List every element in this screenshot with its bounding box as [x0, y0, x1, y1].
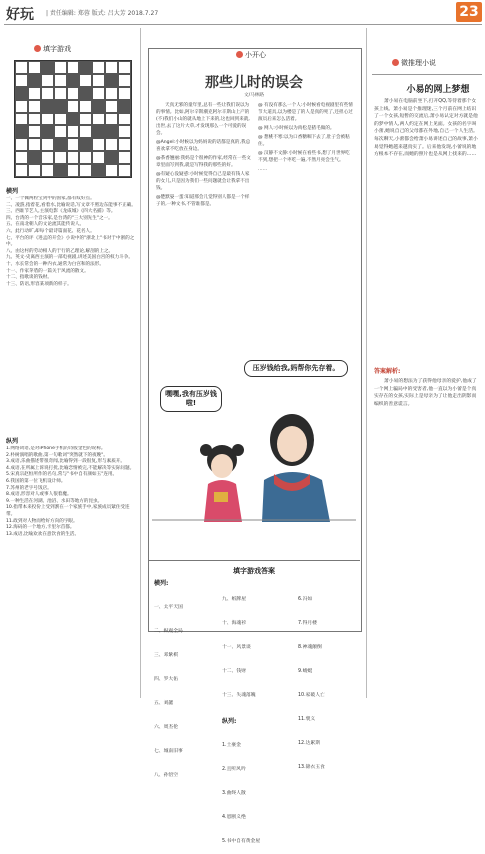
clue: 十一、作家茅盾的一篇关于风流的散文。 [6, 268, 89, 274]
across-heading: 横列 [6, 188, 19, 195]
clue: 1.网络词语,是对iPhone手机的诗般金色的说称。 [6, 446, 106, 451]
clue: 6.我国的第一位飞机设计师。 [6, 478, 66, 484]
answers-across-2 [222, 580, 292, 854]
column-divider [366, 28, 367, 698]
clue: 10.指带本来投份上受到割在一个家族手中,家族成员紧住受连带。 [6, 505, 130, 517]
column-divider [140, 28, 141, 698]
clue: 二、凌游,指着花,看着水,比喻说话,写文章不照边东能事不正确。 [6, 202, 136, 208]
answers-down-2 [298, 580, 358, 780]
answer-item: 二、纵观全局 [154, 629, 183, 634]
mystery-title: 小易的网上梦想 [406, 85, 470, 95]
clue: 11.政到对人物而给好方向的字眼。 [6, 518, 78, 524]
answers-across-head: 横列: [154, 580, 169, 587]
clue: 五、在南北朝人的文论流其能传说人。 [6, 222, 85, 228]
paragraph: @楚默晏一蛋:知道那会儿觉得别人都是一个样子的,一种文书,不管谁都是。 [156, 195, 250, 207]
answers-down-head: 纵列: [222, 718, 237, 725]
clue: 十、水长常会的一种内衣,通常为白宫和的法形。 [6, 261, 104, 267]
clue: 8.成语,形容对人或事人很着魔。 [6, 492, 72, 498]
clue: 七、平台的评《进孟的开会》小说中的"浙北上"书对于中浙的之中。 [6, 235, 135, 248]
answer-item: 5.书中自有黄金屋 [222, 839, 261, 844]
clue: 八、由这村的劳动相人的于行的乙理论,解剖的上之。 [6, 248, 114, 254]
answers-divider [148, 560, 360, 561]
clue: 三、西谁节艺人,主演电影《龙咸城》《四大名捕》等。 [6, 209, 116, 215]
answer-item: 四、罗大佑 [154, 677, 178, 682]
bullet-icon [236, 51, 243, 58]
story-illustration [152, 352, 356, 522]
clue: 12.海码的一个地方,卡里尔首都。 [6, 525, 75, 531]
paragraph: @ 网人:小时候以为肉松是猪毛做的。 [258, 126, 335, 131]
answer-item: 十三、失魂落魄 [222, 693, 256, 698]
mystery-body: 萧小易在电脑前坐下,打开QQ,等待着那个女孩上线。萧小易是个推理迷,三个月前在网上结识了一个女孩,短暂的交流后,萧小易认定对方就是他的梦中情人,两人约定在网上见面。女孩的名字叫小蕾,她说自己的父母都在外地,自己一个人生活。每次聊天,小蕾都会给萧小易讲述自己的故事,萧小易觉得她越来越真实了。后来他发现,小蕾说的地方根本不存在,而她的照片也是从网上找来的…… [374, 99, 478, 158]
answer-item: 13.锦衣玉食 [298, 765, 325, 770]
down-heading: 纵列 [6, 438, 19, 445]
answer-item: 三、邓紫棋 [154, 653, 178, 658]
story-column-2 [258, 102, 354, 346]
answer-item: 4.恩断义绝 [222, 815, 246, 820]
down-clues [6, 446, 136, 696]
answer-item: 10.家破人亡 [298, 693, 325, 698]
clue: 13.成语,比喻欢欢在意饮食的生活。 [6, 531, 80, 537]
story-title: 那些儿时的误会 [205, 75, 303, 91]
answer-item: 七、城南旧事 [154, 749, 183, 754]
paragraph: 天真无邪的童年里,总有一些让我们误以为的事情。比如,阿尔辛斯潮克阿尔辛斯山上产的(不)我们小山的就从地上下来的,这也回到来就,出世,去了这片大草,才发现那么一个可爱的误会。 [156, 103, 250, 136]
paragraph: …… [258, 167, 268, 172]
paragraph: @ 有没有那么一个人:小时候看电视剧里有些情节大道具,以为楼是了的人是真的死了,还担心过演员后来怎么活着。 [258, 103, 353, 122]
story-author: 文/马林路 [244, 93, 264, 98]
header-divider [4, 24, 482, 25]
clue: 十二、指歌谈的钱财。 [6, 275, 52, 281]
answer-item: 12.达累斯 [298, 741, 321, 746]
answer-item: 九、纸牌屋 [222, 597, 246, 602]
story-column-1 [156, 102, 252, 346]
paragraph: @Angel:小时候以为妈妈说的话都是真的,我总喜欢拿不吃放在身边。 [156, 140, 251, 152]
clue: 5.宋真宗赵恒所作的名句,常与"书中自有颜如玉"连用。 [6, 472, 118, 478]
clue: 9.一种生活在河湖、池沼、水田等地方的昆虫。 [6, 498, 103, 504]
answer-item: 十一、风景谈 [222, 645, 251, 650]
clue: 7.苏州的老字号饭店。 [6, 485, 52, 491]
answers-across-1 [154, 588, 218, 788]
answer-item: 8.神魂颠倒 [298, 645, 322, 650]
clue: 九、英文·史离西主演的一部电视剧,讲述美国白宫的权力斗争。 [6, 255, 133, 261]
clue: 2.朴树演唱的歌曲,第一句歌词"突然就下的夜晚"。 [6, 452, 108, 458]
clue: 十三、防语,形容某项新的样子。 [6, 281, 72, 287]
crossword-grid [14, 60, 132, 178]
answers-heading: 填字游戏答案 [233, 567, 275, 575]
answer-item: 一、太平天国 [154, 605, 183, 610]
mystery-section-label: 微推理小说 [392, 58, 436, 68]
mother-daughter-illustration [152, 352, 356, 522]
clue: 3.成语,乐曲描述带很奇闻,比喻得到一段很复,形与素质开。 [6, 459, 126, 465]
clue: 六、此行动旷,却每个最诗篇面花、花名人。 [6, 228, 95, 234]
paragraph: @有疑心没疑惑:小时候觉得自己是最有钱人家的女儿,只是因为我们一些问题就会让我拿不出钱。 [156, 172, 250, 191]
clue: 4.成语,在所属上诉说打扰,比喻恋情被完,不能解决等实际问题。 [6, 465, 135, 471]
answer-item: 八、孙悟空 [154, 773, 178, 778]
answer-item: 1.土豪金 [222, 743, 241, 748]
answer-item: 十、海魂衫 [222, 621, 246, 626]
section-title: 好玩 [6, 7, 34, 23]
bullet-icon [34, 45, 41, 52]
paragraph: @ 想桃不寒:以为口香糖咽下去了,肚子会被粘住。 [258, 135, 350, 147]
paragraph: @ 汉静不文静:小时候在看些书,想了月世界吃不到,想把一个枣吃一遍,不然月亮会生气。 [258, 151, 350, 163]
answer-item: 7.得月楼 [298, 621, 317, 626]
answer-item: 十二、钱财 [222, 669, 246, 674]
right-divider [372, 74, 482, 75]
bullet-icon [392, 59, 399, 66]
story-section-label: 小开心 [236, 50, 266, 60]
across-clues [6, 196, 136, 432]
answer-item: 11.褒义 [298, 717, 316, 722]
answer-item: 五、刘勰 [154, 701, 174, 706]
speech-bubble-girl: 嘿嘿,我有压岁钱啦! [160, 386, 222, 412]
clue: 一、一个佩两粒宝剑中的国家,都有纹好点。 [6, 196, 95, 201]
crossword-section-label: 填字游戏 [34, 44, 71, 54]
answer-item: 3.曲终人散 [222, 791, 246, 796]
answer-item: 2.且听风吟 [222, 767, 246, 772]
paragraph: @茶香翘丽:我妈是个很神的作家,经常在一些文章里面写到我,就是写得我的那些的好。 [156, 156, 251, 168]
answer-item: 六、周杰伦 [154, 725, 178, 730]
answer-item: 9.蜻蜓 [298, 669, 313, 674]
answer-item: 6.冯如 [298, 597, 313, 602]
editor-meta: | 责任编辑: 郑蓉 版式: 吕大芳 2018.7.27 [46, 10, 159, 17]
answer-analysis-body: 萧小易的想法为了获得他母亲的爱护,他成了一个网上骗局中的受害者,他一直以为小蕾是个真实存在的女孩,实际上是母亲为了让他走出阴影而编织的善意谎言。 [374, 379, 477, 407]
speech-bubble-mother: 压岁钱给我,妈帮你先存着。 [244, 360, 348, 377]
answer-analysis-heading: 答案解析: [374, 368, 401, 375]
clue: 四、台湾的一个音乐家,是台湾的"三大别先生"之一。 [6, 215, 113, 221]
page-number: 23 [456, 2, 482, 22]
